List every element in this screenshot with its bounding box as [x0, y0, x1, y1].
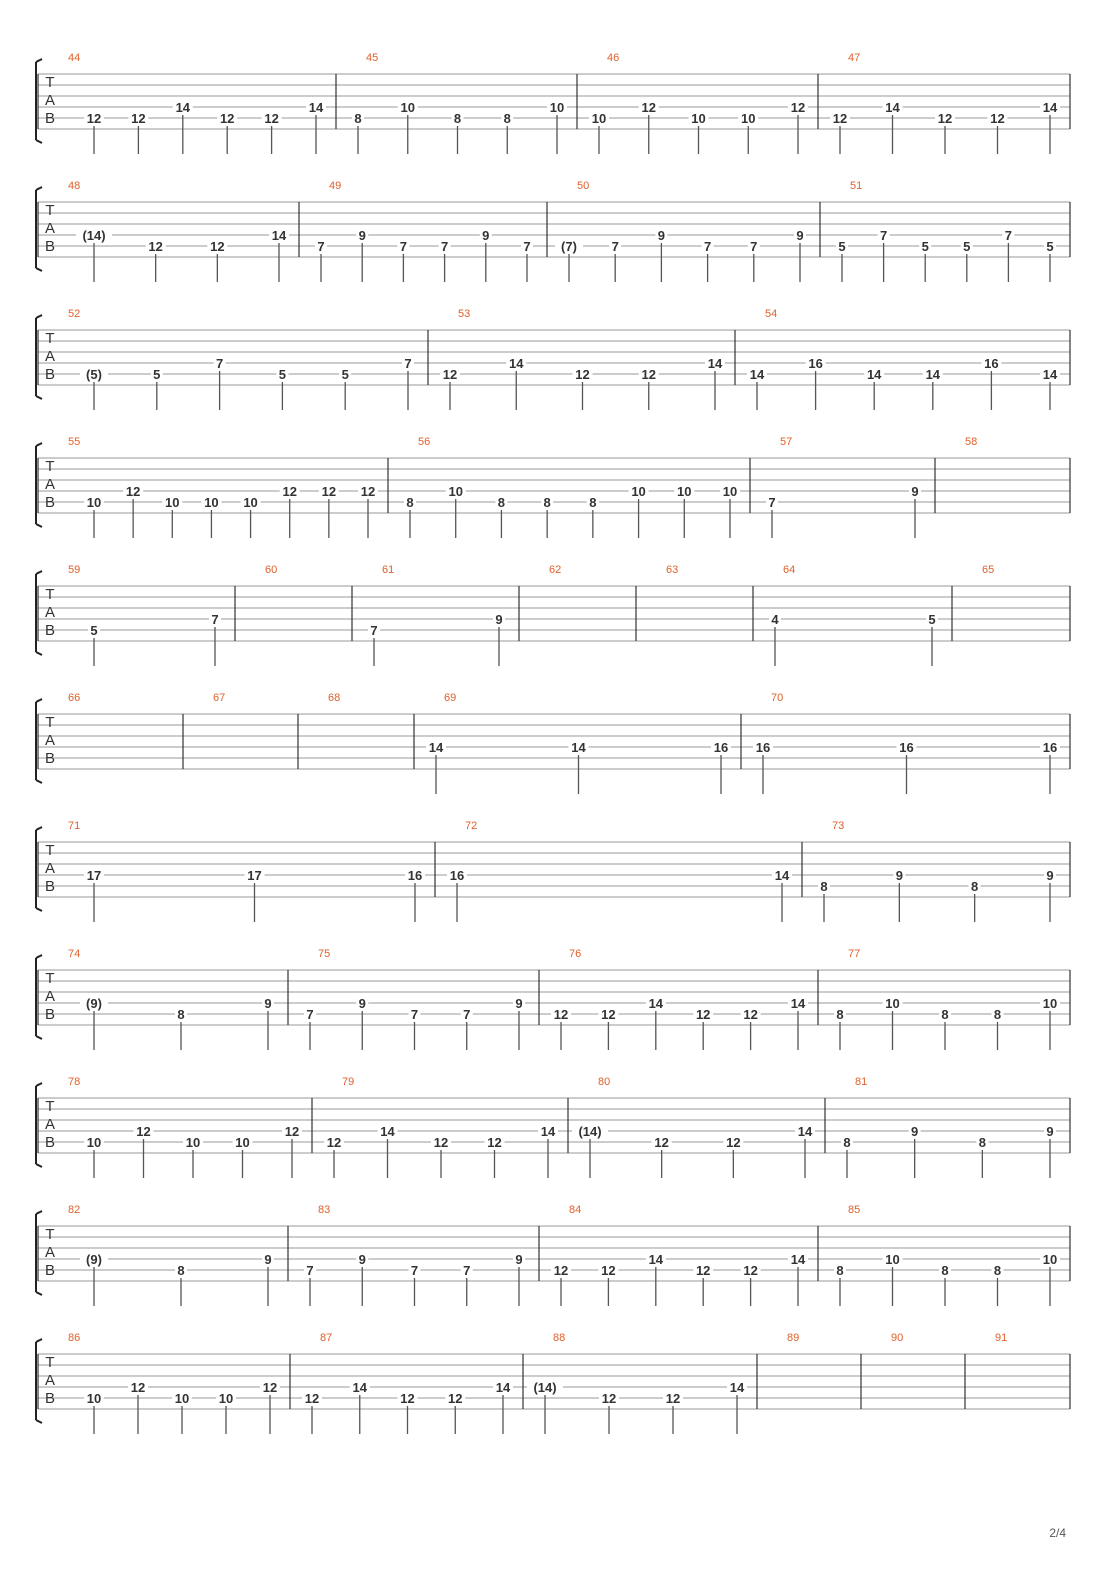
fret-number: 12 [219, 111, 235, 126]
fret-number: 17 [247, 868, 262, 883]
measure-number: 90 [891, 1332, 904, 1344]
tab-clef-letter: B [44, 878, 56, 895]
system-bracket [36, 1211, 42, 1295]
fret-number: 7 [410, 1007, 419, 1022]
tab-clef-letter: A [44, 1244, 56, 1261]
fret-number: 12 [575, 367, 590, 382]
measure-number: 87 [320, 1332, 333, 1344]
fret-number: 12 [790, 100, 806, 115]
tab-clef-letter: A [44, 860, 56, 877]
fret-number: 12 [641, 367, 656, 382]
fret-number: 14 [380, 1124, 395, 1139]
fret-number: 9 [264, 996, 272, 1011]
fret-number: 14 [1042, 100, 1058, 115]
fret-number: 7 [370, 623, 378, 638]
fret-number: 12 [321, 484, 337, 499]
tab-clef-letter: A [44, 988, 56, 1005]
fret-number: 8 [453, 111, 462, 126]
tab-clef-letter: T [45, 714, 55, 731]
fret-number: 7 [879, 228, 888, 243]
fret-number: 5 [90, 623, 98, 638]
system-bracket [36, 187, 42, 271]
fret-number: 12 [433, 1135, 449, 1150]
fret-number: 12 [654, 1135, 669, 1150]
fret-number: 8 [354, 111, 362, 126]
fret-number: 9 [358, 228, 366, 243]
fret-number: 5 [838, 239, 846, 254]
fret-number: 14 [885, 100, 900, 115]
fret-number: 12 [86, 111, 102, 126]
fret-number: 5 [1046, 239, 1054, 254]
fret-number: 9 [495, 612, 503, 627]
fret-number: 16 [407, 868, 423, 883]
fret-number: 10 [86, 1135, 102, 1150]
fret-number: 8 [993, 1263, 1002, 1278]
fret-number: 10 [677, 484, 692, 499]
measure-number: 81 [855, 1076, 868, 1088]
fret-number: 12 [695, 1263, 711, 1278]
tab-system [36, 308, 1070, 410]
fret-number: 8 [497, 495, 506, 510]
system-bracket [36, 59, 42, 143]
fret-number: 14 [648, 996, 664, 1011]
fret-number: 10 [722, 484, 738, 499]
fret-number: 7 [306, 1007, 314, 1022]
tab-clef-letter: T [45, 458, 55, 475]
tab-clef-letter: A [44, 220, 56, 237]
fret-number: 16 [755, 740, 771, 755]
tab-clef-letter: A [44, 604, 56, 621]
fret-number: 16 [808, 356, 823, 371]
fret-number: 14 [571, 740, 586, 755]
fret-number: 14 [648, 1252, 664, 1267]
fret-number: 5 [928, 612, 936, 627]
fret-number: 12 [304, 1391, 320, 1406]
fret-number: 12 [282, 484, 297, 499]
fret-number: 7 [215, 356, 224, 371]
fret-number: 9 [657, 228, 666, 243]
fret-number: 7 [404, 356, 412, 371]
fret-number: 10 [86, 495, 102, 510]
fret-number: 12 [601, 1391, 617, 1406]
tab-clef-letter: B [44, 1006, 56, 1023]
fret-number: 8 [843, 1135, 851, 1150]
fret-number: 14 [540, 1124, 556, 1139]
tab-clef-letter: B [44, 1262, 56, 1279]
fret-number: 17 [86, 868, 102, 883]
fret-number: 14 [790, 996, 806, 1011]
fret-number: 5 [278, 367, 287, 382]
measure-number: 78 [68, 1076, 81, 1088]
measure-number: 49 [329, 180, 342, 192]
system-bracket [36, 955, 42, 1039]
system-bracket [36, 571, 42, 655]
fret-number: 7 [440, 239, 449, 254]
fret-number: 7 [750, 239, 758, 254]
tab-system [36, 948, 1070, 1050]
fret-number: (14) [82, 228, 106, 243]
fret-number: 12 [937, 111, 953, 126]
measure-number: 65 [982, 564, 995, 576]
tab-system [36, 564, 1070, 666]
fret-number: 12 [601, 1007, 616, 1022]
fret-number: 12 [553, 1007, 569, 1022]
fret-number: 10 [448, 484, 463, 499]
measure-number: 71 [68, 820, 81, 832]
fret-number: 16 [713, 740, 729, 755]
fret-number: 16 [899, 740, 914, 755]
measure-number: 48 [68, 180, 81, 192]
fret-number: 14 [271, 228, 287, 243]
fret-number: 9 [911, 1124, 919, 1139]
measure-number: 61 [382, 564, 395, 576]
fret-number: 8 [503, 111, 511, 126]
fret-number: 7 [306, 1263, 314, 1278]
fret-number: 10 [218, 1391, 234, 1406]
tab-clef-letter: T [45, 842, 55, 859]
measure-number: 80 [598, 1076, 611, 1088]
fret-number: (14) [578, 1124, 602, 1139]
fret-number: 10 [1042, 1252, 1058, 1267]
measure-number: 59 [68, 564, 81, 576]
fret-number: 7 [463, 1007, 471, 1022]
fret-number: 12 [148, 239, 163, 254]
tab-clef-letter: T [45, 330, 55, 347]
fret-number: (7) [561, 239, 577, 254]
fret-number: 8 [941, 1007, 949, 1022]
fret-number: 9 [1046, 1124, 1054, 1139]
fret-number: 12 [262, 1380, 278, 1395]
system-bracket [36, 1083, 42, 1167]
tab-system [36, 820, 1070, 922]
fret-number: 12 [832, 111, 848, 126]
fret-number: 12 [400, 1391, 415, 1406]
fret-number: 10 [549, 100, 565, 115]
tab-clef-letter: T [45, 970, 55, 987]
measure-number: 54 [765, 308, 778, 320]
measure-number: 73 [832, 820, 845, 832]
fret-number: 14 [352, 1380, 367, 1395]
fret-number: 14 [308, 100, 324, 115]
fret-number: 9 [515, 996, 523, 1011]
fret-number: 14 [428, 740, 444, 755]
fret-number: 9 [358, 1252, 366, 1267]
measure-number: 56 [418, 436, 431, 448]
fret-number: 7 [1004, 228, 1013, 243]
fret-number: 8 [543, 495, 551, 510]
fret-number: 8 [589, 495, 597, 510]
measure-number: 79 [342, 1076, 355, 1088]
measure-number: 88 [553, 1332, 566, 1344]
fret-number: 12 [553, 1263, 569, 1278]
fret-number: 14 [774, 868, 790, 883]
fret-number: 12 [641, 100, 656, 115]
fret-number: 7 [463, 1263, 471, 1278]
fret-number: (9) [86, 996, 102, 1011]
tab-clef-letter: A [44, 92, 56, 109]
fret-number: 8 [406, 495, 414, 510]
measure-number: 67 [213, 692, 226, 704]
fret-number: 12 [360, 484, 376, 499]
page-number: 2/4 [1049, 1526, 1066, 1540]
measure-number: 53 [458, 308, 471, 320]
fret-number: 8 [177, 1263, 185, 1278]
tab-clef-letter: A [44, 1116, 56, 1133]
fret-number: 10 [243, 495, 258, 510]
measure-number: 55 [68, 436, 81, 448]
measure-number: 45 [366, 52, 379, 64]
measure-number: 58 [965, 436, 978, 448]
tab-system [36, 1204, 1070, 1306]
fret-number: 16 [984, 356, 999, 371]
fret-number: 14 [509, 356, 524, 371]
fret-number: 8 [177, 1007, 185, 1022]
system-bracket [36, 1339, 42, 1423]
fret-number: 10 [691, 111, 706, 126]
tab-clef-letter: T [45, 586, 55, 603]
fret-number: 7 [410, 1263, 419, 1278]
tab-system [36, 180, 1070, 282]
fret-number: 5 [921, 239, 929, 254]
fret-number: 12 [284, 1124, 300, 1139]
measure-number: 52 [68, 308, 81, 320]
tab-clef-letter: B [44, 622, 56, 639]
system-bracket [36, 699, 42, 783]
measure-number: 83 [318, 1204, 331, 1216]
fret-number: 12 [990, 111, 1005, 126]
measure-number: 62 [549, 564, 562, 576]
measure-number: 77 [848, 948, 861, 960]
fret-number: 12 [264, 111, 279, 126]
fret-number: 5 [153, 367, 161, 382]
fret-number: (5) [86, 367, 102, 382]
measure-number: 60 [265, 564, 278, 576]
measure-number: 47 [848, 52, 861, 64]
fret-number: 7 [211, 612, 219, 627]
fret-number: 8 [978, 1135, 986, 1150]
fret-number: 12 [442, 367, 458, 382]
tab-system [36, 1076, 1070, 1178]
tab-clef-letter: T [45, 1098, 55, 1115]
fret-number: 14 [790, 1252, 806, 1267]
fret-number: 10 [741, 111, 756, 126]
fret-number: 14 [749, 367, 765, 382]
fret-number: 8 [836, 1263, 844, 1278]
fret-number: 10 [204, 495, 219, 510]
fret-number: 16 [449, 868, 465, 883]
fret-number: 7 [399, 239, 408, 254]
fret-number: 14 [707, 356, 723, 371]
measure-number: 51 [850, 180, 863, 192]
measure-number: 74 [68, 948, 81, 960]
fret-number: 12 [136, 1124, 151, 1139]
fret-number: 5 [963, 239, 971, 254]
tab-clef-letter: B [44, 238, 56, 255]
tab-clef-letter: B [44, 1134, 56, 1151]
fret-number: 12 [665, 1391, 681, 1406]
fret-number: 10 [400, 100, 415, 115]
tab-clef-letter: B [44, 110, 56, 127]
measure-number: 66 [68, 692, 81, 704]
measure-number: 91 [995, 1332, 1008, 1344]
tab-system [36, 692, 1070, 794]
measure-number: 64 [783, 564, 796, 576]
measure-number: 46 [607, 52, 620, 64]
measure-number: 85 [848, 1204, 861, 1216]
fret-number: 9 [482, 228, 490, 243]
fret-number: 12 [130, 1380, 146, 1395]
measure-number: 86 [68, 1332, 81, 1344]
fret-number: 14 [1042, 367, 1058, 382]
tab-clef-letter: T [45, 74, 55, 91]
tab-system [36, 1332, 1070, 1434]
fret-number: 8 [971, 879, 979, 894]
fret-number: 10 [86, 1391, 102, 1406]
measure-number: 89 [787, 1332, 800, 1344]
fret-number: 14 [175, 100, 191, 115]
fret-number: 10 [235, 1135, 250, 1150]
fret-number: 9 [911, 484, 919, 499]
fret-number: 12 [743, 1007, 758, 1022]
fret-number: 7 [523, 239, 531, 254]
tab-clef-letter: T [45, 1226, 55, 1243]
fret-number: 10 [631, 484, 646, 499]
measure-number: 44 [68, 52, 81, 64]
fret-number: 10 [1042, 996, 1058, 1011]
fret-number: 14 [925, 367, 941, 382]
fret-number: 9 [796, 228, 804, 243]
fret-number: 10 [165, 495, 180, 510]
system-bracket [36, 443, 42, 527]
tab-clef-letter: B [44, 366, 56, 383]
fret-number: 10 [174, 1391, 190, 1406]
fret-number: 4 [771, 612, 779, 627]
fret-number: 12 [601, 1263, 616, 1278]
system-bracket [36, 827, 42, 911]
measure-number: 50 [577, 180, 590, 192]
tab-clef-letter: A [44, 476, 56, 493]
tab-clef-letter: A [44, 1372, 56, 1389]
system-bracket [36, 315, 42, 399]
tab-clef-letter: B [44, 494, 56, 511]
fret-number: 12 [210, 239, 225, 254]
tab-clef-letter: B [44, 1390, 56, 1407]
fret-number: 12 [448, 1391, 463, 1406]
measure-number: 76 [569, 948, 582, 960]
tab-clef-letter: B [44, 750, 56, 767]
fret-number: 9 [515, 1252, 523, 1267]
fret-number: 12 [487, 1135, 502, 1150]
fret-number: 9 [358, 996, 366, 1011]
fret-number: 12 [326, 1135, 342, 1150]
fret-number: 10 [885, 1252, 900, 1267]
measure-number: 69 [444, 692, 457, 704]
measure-number: 70 [771, 692, 784, 704]
fret-number: 12 [131, 111, 146, 126]
fret-number: 14 [495, 1380, 511, 1395]
fret-number: 7 [768, 495, 776, 510]
fret-number: 8 [820, 879, 828, 894]
tab-clef-letter: T [45, 1354, 55, 1371]
fret-number: 10 [885, 996, 900, 1011]
fret-number: 14 [729, 1380, 745, 1395]
measure-number: 57 [780, 436, 793, 448]
fret-number: 8 [941, 1263, 949, 1278]
fret-number: 16 [1042, 740, 1058, 755]
measure-number: 82 [68, 1204, 81, 1216]
measure-number: 75 [318, 948, 331, 960]
measure-number: 72 [465, 820, 478, 832]
fret-number: (14) [533, 1380, 557, 1395]
fret-number: 5 [341, 367, 349, 382]
fret-number: 10 [591, 111, 607, 126]
tab-system [36, 436, 1070, 538]
fret-number: 9 [895, 868, 903, 883]
fret-number: 9 [264, 1252, 272, 1267]
tab-clef-letter: A [44, 348, 56, 365]
fret-number: 7 [703, 239, 712, 254]
fret-number: 7 [611, 239, 619, 254]
fret-number: 10 [185, 1135, 201, 1150]
fret-number: 14 [797, 1124, 813, 1139]
fret-number: 8 [993, 1007, 1002, 1022]
fret-number: 14 [866, 367, 882, 382]
tab-system [36, 52, 1070, 154]
fret-number: 9 [1046, 868, 1054, 883]
fret-number: 12 [726, 1135, 741, 1150]
fret-number: 7 [317, 239, 325, 254]
measure-number: 63 [666, 564, 679, 576]
fret-number: 12 [743, 1263, 758, 1278]
fret-number: (9) [86, 1252, 102, 1267]
fret-number: 12 [125, 484, 141, 499]
tab-clef-letter: A [44, 732, 56, 749]
measure-number: 68 [328, 692, 341, 704]
tab-clef-letter: T [45, 202, 55, 219]
measure-number: 84 [569, 1204, 582, 1216]
fret-number: 8 [836, 1007, 844, 1022]
fret-number: 12 [695, 1007, 711, 1022]
